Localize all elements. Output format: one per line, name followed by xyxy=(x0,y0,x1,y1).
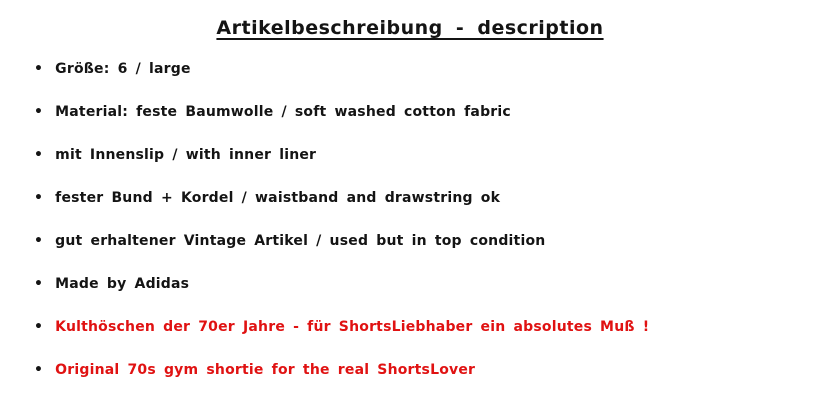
bullet-icon: • xyxy=(34,319,44,335)
bullet-icon: • xyxy=(34,362,44,378)
list-item xyxy=(34,134,820,177)
bullet-text: mit Innenslip / with inner liner xyxy=(55,147,317,163)
bullet-text: gut erhaltener Vintage Artikel / used but in top condition xyxy=(55,233,546,249)
bullet-text: Material: feste Baumwolle / soft washed cotton fabric xyxy=(55,104,511,120)
bullet-text: fester Bund + Kordel / waistband and drawstring ok xyxy=(55,190,501,206)
page-title: Artikelbeschreibung - description xyxy=(216,17,604,39)
bullet-text: Kulthöschen der 70er Jahre - für ShortsLiebhaber ein absolutes Muß ! xyxy=(55,319,650,335)
list-item xyxy=(34,177,820,220)
list-item xyxy=(34,349,820,392)
bullet-text: Made by Adidas xyxy=(55,276,190,292)
bullet-text: Original 70s gym shortie for the real ShortsLover xyxy=(55,362,476,378)
description-list xyxy=(0,48,820,392)
bullet-icon: • xyxy=(34,61,44,77)
list-item xyxy=(34,263,820,306)
bullet-icon: • xyxy=(34,147,44,163)
bullet-icon: • xyxy=(34,190,44,206)
list-item xyxy=(34,306,820,349)
bullet-text: Größe: 6 / large xyxy=(55,61,191,77)
list-item xyxy=(34,48,820,91)
bullet-icon: • xyxy=(34,276,44,292)
list-item xyxy=(34,220,820,263)
bullet-icon: • xyxy=(34,233,44,249)
list-item xyxy=(34,91,820,134)
bullet-icon: • xyxy=(34,104,44,120)
